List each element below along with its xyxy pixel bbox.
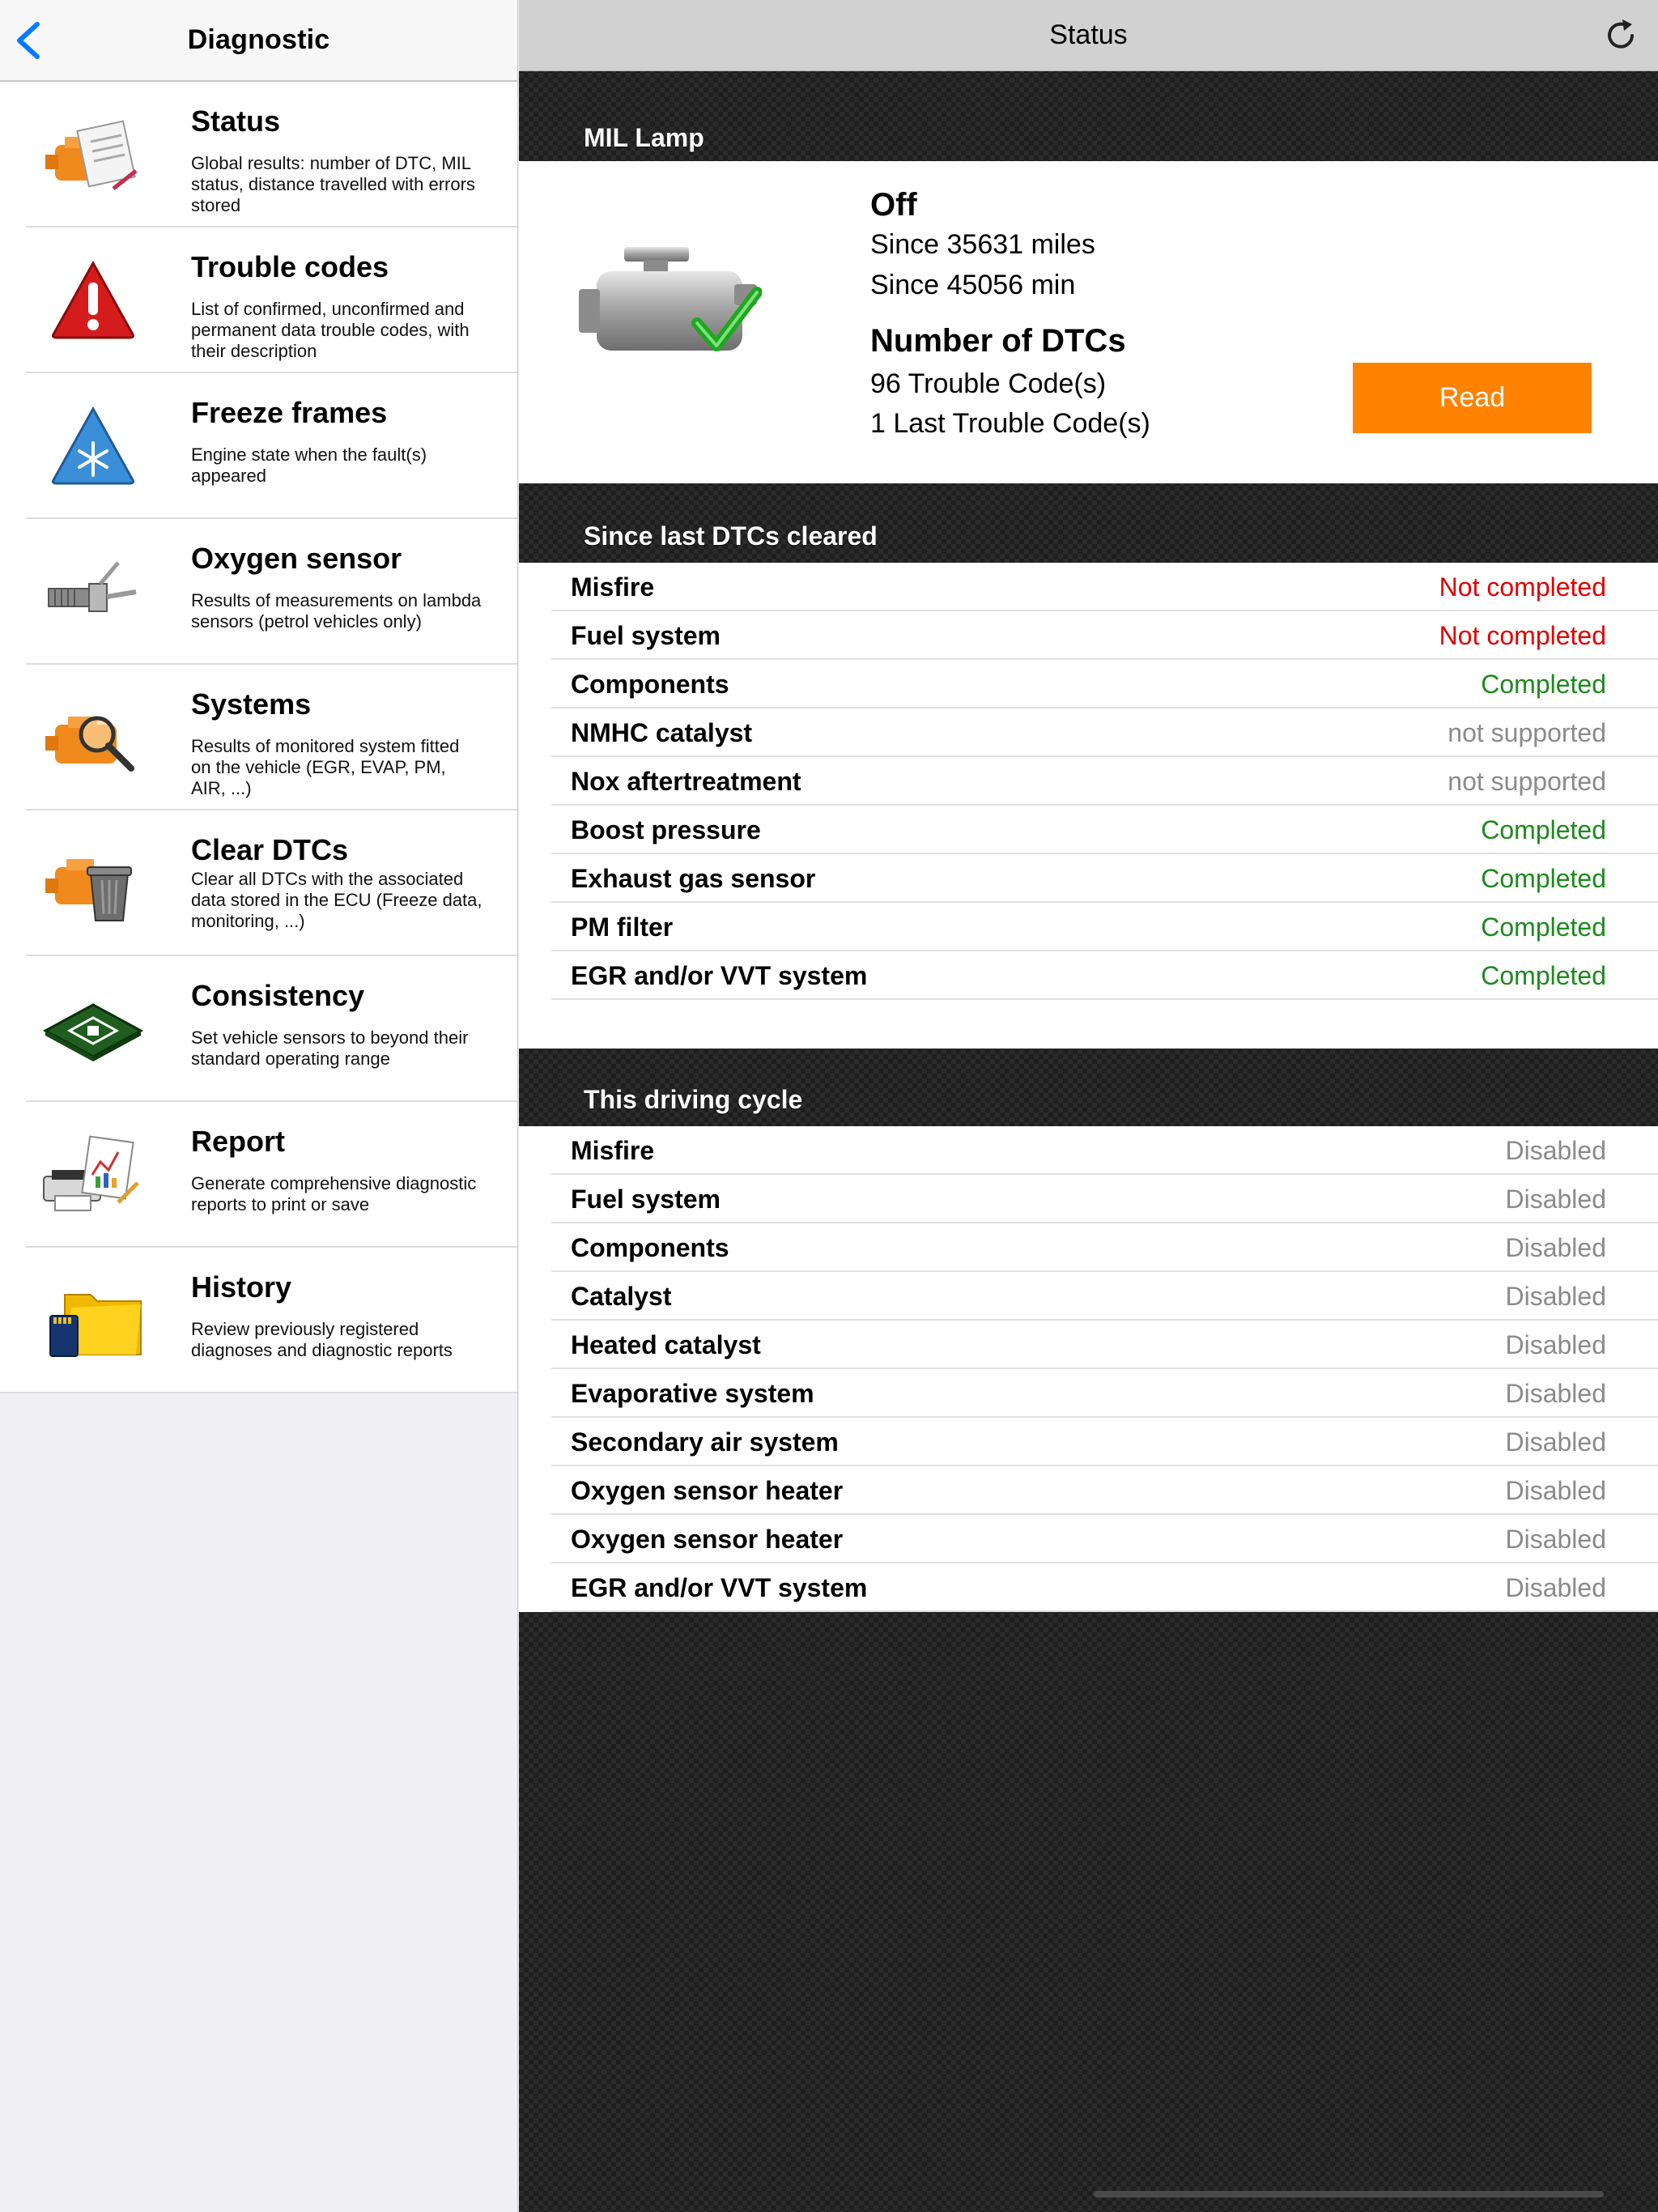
menu-desc-history: Review previously registered diagnoses and diagnostic reports [191, 1319, 453, 1360]
menu-desc-freeze-frames: Engine state when the fault(s) appeared [191, 445, 427, 486]
list-row [519, 806, 1658, 854]
row-label: Oxygen sensor heater [571, 1525, 844, 1554]
menu-desc-oxygen-sensor: Results of measurements on lambda sensors (petrol vehicles only) [191, 590, 482, 632]
page-title: Status [1049, 19, 1128, 50]
main-header [519, 0, 1658, 71]
menu-desc-trouble-codes: List of confirmed, unconfirmed and permanent data trouble codes, with their description [191, 299, 470, 361]
read-button[interactable]: Read [1353, 363, 1592, 433]
section-title-since-cleared: Since last DTCs cleared [584, 521, 878, 551]
list-row [519, 1272, 1658, 1321]
menu-title-freeze-frames: Freeze frames [191, 396, 388, 429]
list-row [519, 903, 1658, 951]
row-status: Disabled [1505, 1427, 1606, 1457]
row-status: Completed [1481, 815, 1606, 844]
menu-title-trouble-codes: Trouble codes [191, 250, 389, 283]
refresh-button[interactable] [1601, 16, 1640, 55]
row-label: Exhaust gas sensor [571, 864, 816, 893]
row-label: Catalyst [571, 1282, 672, 1311]
row-label: EGR and/or VVT system [571, 1573, 868, 1602]
menu-desc-status: Global results: number of DTC, MIL status, distance travelled with errors stored [191, 153, 475, 215]
row-label: EGR and/or VVT system [571, 961, 868, 990]
list-row [519, 1321, 1658, 1369]
folder-sdcard-icon [40, 1280, 146, 1361]
list-row [519, 1418, 1658, 1466]
row-status: Completed [1481, 912, 1606, 942]
row-status: not supported [1448, 718, 1606, 747]
row-label: Misfire [571, 572, 655, 602]
row-label: Misfire [571, 1136, 655, 1165]
menu-desc-clear-dtcs: Clear all DTCs with the associated data stored in the ECU (Freeze data, monitoring, ...) [191, 869, 483, 931]
list-row [519, 708, 1658, 757]
list-row [519, 1126, 1658, 1175]
row-status: Completed [1481, 670, 1606, 699]
list-row [519, 1175, 1658, 1223]
row-label: PM filter [571, 912, 674, 942]
circuit-chip-icon [40, 989, 146, 1070]
row-status: Disabled [1505, 1185, 1606, 1214]
since-minutes: Since 45056 min [870, 270, 1076, 300]
list-row [519, 1223, 1658, 1272]
row-label: NMHC catalyst [571, 718, 753, 747]
row-status: Disabled [1505, 1573, 1606, 1602]
row-status: Disabled [1505, 1330, 1606, 1359]
row-label: Components [571, 670, 729, 699]
menu-title-systems: Systems [191, 687, 312, 721]
divider [0, 1392, 517, 1393]
row-status: Completed [1481, 961, 1606, 990]
printer-report-icon [40, 1134, 146, 1215]
engine-trash-icon [40, 843, 146, 924]
sidebar [0, 0, 518, 2212]
divider [551, 998, 1658, 1000]
section-title-driving-cycle: This driving cycle [584, 1085, 803, 1114]
oxygen-sensor-icon [40, 551, 146, 632]
menu-item-report[interactable] [0, 1102, 517, 1248]
last-trouble-codes-count: 1 Last Trouble Code(s) [870, 408, 1150, 439]
row-label: Evaporative system [571, 1379, 814, 1408]
menu-item-status[interactable] [0, 82, 517, 228]
row-label: Boost pressure [571, 815, 761, 844]
home-indicator[interactable] [1094, 2191, 1604, 2197]
menu-item-history[interactable] [0, 1248, 517, 1393]
engine-check-icon [576, 242, 762, 372]
row-label: Oxygen sensor heater [571, 1476, 844, 1505]
sidebar-header [0, 0, 517, 82]
row-label: Fuel system [571, 1185, 721, 1214]
row-status: Disabled [1505, 1282, 1606, 1311]
row-label: Nox aftertreatment [571, 767, 801, 796]
trouble-codes-count: 96 Trouble Code(s) [870, 368, 1107, 399]
list-row [519, 1515, 1658, 1563]
row-status: Completed [1481, 864, 1606, 893]
row-label: Secondary air system [571, 1427, 839, 1457]
menu-item-oxygen-sensor[interactable] [0, 519, 517, 665]
menu-title-oxygen-sensor: Oxygen sensor [191, 542, 402, 575]
warning-triangle-icon [40, 260, 146, 341]
list-row [519, 611, 1658, 660]
menu-title-status: Status [191, 104, 281, 138]
list-row [519, 854, 1658, 903]
row-status: Disabled [1505, 1379, 1606, 1408]
engine-document-icon [40, 114, 146, 195]
menu-desc-report: Generate comprehensive diagnostic reports to print or save [191, 1173, 477, 1214]
menu-title-history: History [191, 1270, 292, 1304]
menu-title-consistency: Consistency [191, 979, 365, 1012]
status-panel [519, 0, 1658, 2212]
since-cleared-list [519, 563, 1658, 1049]
list-row [519, 563, 1658, 611]
row-status: not supported [1448, 767, 1606, 796]
since-miles: Since 35631 miles [870, 229, 1095, 260]
list-row [519, 1369, 1658, 1418]
menu-item-systems[interactable] [0, 665, 517, 810]
list-row [519, 1563, 1658, 1612]
list-row [519, 1466, 1658, 1515]
row-status: Disabled [1505, 1136, 1606, 1165]
row-status: Not completed [1439, 572, 1606, 602]
menu-item-trouble-codes[interactable] [0, 228, 517, 373]
row-status: Not completed [1439, 621, 1606, 650]
menu-title-clear-dtcs: Clear DTCs [191, 833, 349, 866]
sidebar-title: Diagnostic [187, 24, 330, 55]
divider [551, 1610, 1658, 1612]
row-label: Fuel system [571, 621, 721, 650]
section-title-mil-lamp: MIL Lamp [584, 123, 704, 152]
dtc-count-heading: Number of DTCs [870, 323, 1126, 359]
row-status: Disabled [1505, 1525, 1606, 1554]
menu-item-consistency[interactable] [0, 956, 517, 1102]
mil-status: Off [870, 187, 917, 223]
row-label: Heated catalyst [571, 1330, 761, 1359]
mil-lamp-card [519, 161, 1658, 483]
snowflake-triangle-icon [40, 406, 146, 487]
list-row [519, 660, 1658, 708]
driving-cycle-list [519, 1126, 1658, 1612]
refresh-icon [1601, 16, 1640, 55]
menu-title-report: Report [191, 1125, 285, 1158]
row-label: Components [571, 1233, 729, 1262]
engine-magnifier-icon [40, 697, 146, 778]
list-row [519, 757, 1658, 806]
menu-desc-systems: Results of monitored system fitted on the vehicle (EGR, EVAP, PM, AIR, ...) [191, 736, 460, 798]
menu-item-freeze-frames[interactable] [0, 373, 517, 519]
menu-item-clear-dtcs[interactable] [0, 810, 517, 956]
menu-desc-consistency: Set vehicle sensors to beyond their standard operating range [191, 1027, 469, 1069]
row-status: Disabled [1505, 1476, 1606, 1505]
row-status: Disabled [1505, 1233, 1606, 1262]
list-row [519, 951, 1658, 1000]
diagnostic-menu [0, 82, 517, 1393]
